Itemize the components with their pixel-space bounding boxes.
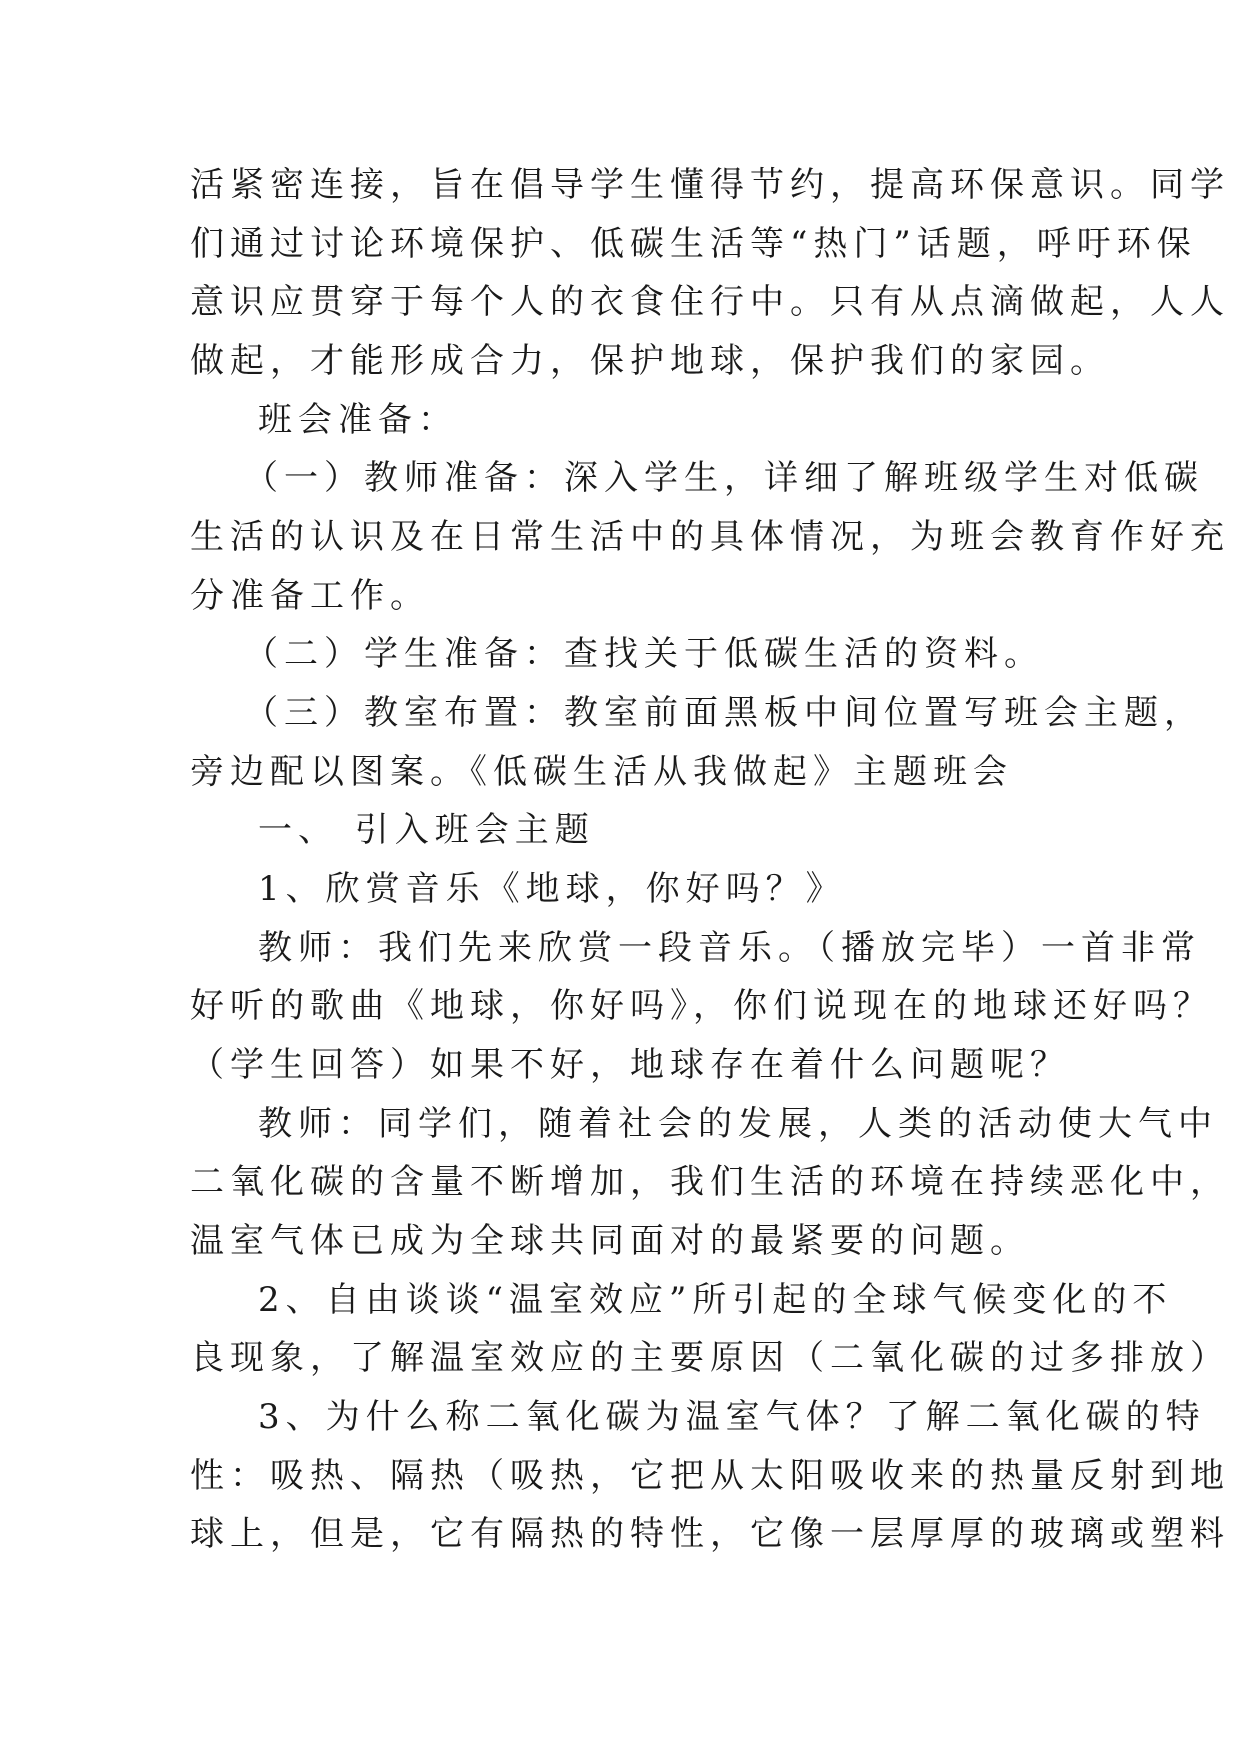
text-line: 意识应贯穿于每个人的衣食住行中。只有从点滴做起，人人 bbox=[190, 282, 1230, 322]
text-line: 生活的认识及在日常生活中的具体情况，为班会教育作好充 bbox=[190, 517, 1230, 557]
text-line: 球上，但是，它有隔热的特性，它像一层厚厚的玻璃或塑料 bbox=[190, 1514, 1230, 1554]
text-line: （一）教师准备：深入学生，详细了解班级学生对低碳 bbox=[244, 458, 1204, 498]
text-line: 教师：同学们，随着社会的发展，人类的活动使大气中 bbox=[258, 1104, 1218, 1144]
text-line: 3、为什么称二氧化碳为温室气体？了解二氧化碳的特 bbox=[258, 1397, 1206, 1437]
text-line: 们通过讨论环境保护、低碳生活等“热门”话题，呼吁环保 bbox=[190, 224, 1197, 264]
text-line: （学生回答）如果不好，地球存在着什么问题呢？ bbox=[190, 1045, 1070, 1085]
text-line: 分准备工作。 bbox=[190, 576, 430, 616]
text-line: 良现象，了解温室效应的主要原因（二氧化碳的过多排放） bbox=[190, 1338, 1230, 1378]
section-heading: 班会准备： bbox=[258, 400, 458, 440]
text-line: 做起，才能形成合力，保护地球，保护我们的家园。 bbox=[190, 341, 1110, 381]
text-line: 二氧化碳的含量不断增加，我们生活的环境在持续恶化中， bbox=[190, 1162, 1230, 1202]
text-line: 性：吸热、隔热（吸热，它把从太阳吸收来的热量反射到地 bbox=[190, 1456, 1230, 1496]
text-line: 温室气体已成为全球共同面对的最紧要的问题。 bbox=[190, 1221, 1030, 1261]
text-line: 2、自由谈谈“温室效应”所引起的全球气候变化的不 bbox=[258, 1280, 1173, 1320]
text-line: 教师：我们先来欣赏一段音乐。（播放完毕）一首非常 bbox=[258, 928, 1201, 968]
text-line: （三）教室布置：教室前面黑板中间位置写班会主题， bbox=[244, 693, 1204, 733]
text-line: （二）学生准备：查找关于低碳生活的资料。 bbox=[244, 634, 1044, 674]
section-heading: 一、 引入班会主题 bbox=[258, 810, 595, 850]
text-line: 活紧密连接，旨在倡导学生懂得节约，提高环保意识。同学 bbox=[190, 165, 1230, 205]
text-line: 好听的歌曲《地球，你好吗》，你们说现在的地球还好吗？ bbox=[190, 986, 1213, 1026]
text-line: 1、欣赏音乐《地球，你好吗？》 bbox=[258, 869, 846, 909]
text-line: 旁边配以图案。《低碳生活从我做起》主题班会 bbox=[190, 752, 1013, 792]
